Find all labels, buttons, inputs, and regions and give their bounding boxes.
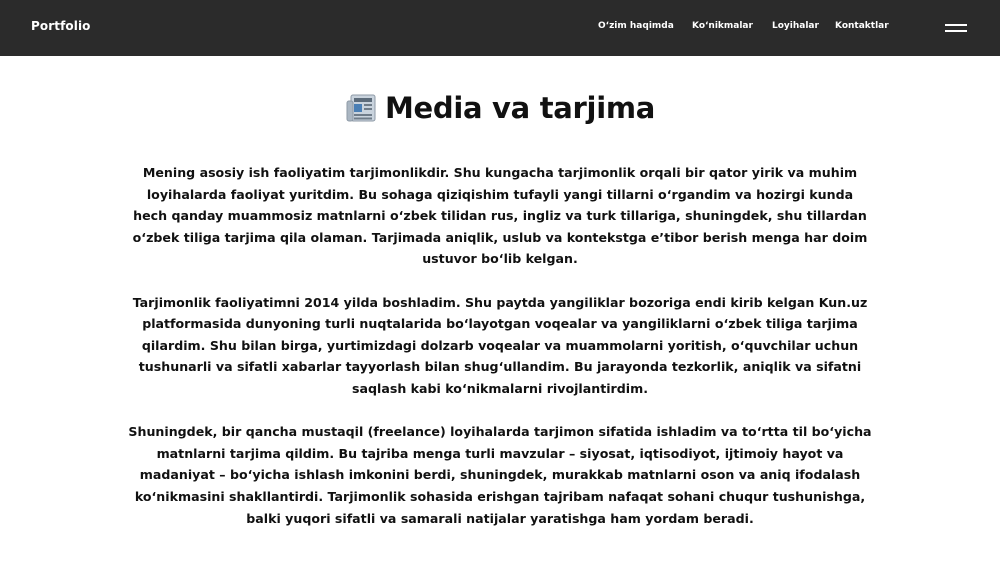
nav-link-contacts[interactable]: Kontaktlar — [835, 21, 889, 31]
main-content — [128, 162, 872, 551]
nav-links — [0, 21, 1000, 35]
paragraph-career-start: Tarjimonlik faoliyatimni 2014 yilda boshladim. Shu paytda yangiliklar bozoriga endi kirib kelgan Kun.uz platformasida dunyoning turli nuqtalarida bo‘layotgan voqealar va yangiliklarni o‘zbek tiliga tarjima qilardim. Shu bilan birga, yurtimizdagi dolzarb voqealar va muammolarni yoritish, o‘quvchilar uchun tushunarli va sifatli xabarlar tayyorlash bilan shug‘ullandim. Bu jarayonda tezkorlik, aniqlik va sifatni saqlash kabi ko‘nikmalarni rivojlantirdim. — [132, 294, 868, 396]
nav-link-projects[interactable]: Loyihalar — [772, 21, 819, 31]
nav-link-skills[interactable]: Ko‘nikmalar — [692, 21, 753, 31]
nav-link-about[interactable]: O‘zim haqimda — [598, 21, 674, 31]
hamburger-menu-icon[interactable] — [945, 23, 968, 33]
paragraph-freelance: Shuningdek, bir qancha mustaqil (freelance) loyihalarda tarjimon sifatida ishladim va to‘rtta til bo‘yicha matnlarni tarjima qildim. Bu tajriba menga turli mavzular – siyosat, iqtisodiyot, ijtimoiy hayot va madaniyat – bo‘yicha ishlash imkonini berdi, shuningdek, murakkab matnlarni oson va aniq ifodalash ko‘nikmasini shakllantirdi. Tarjimonlik sohasida erishgan tajribam nafaqat sohani chuqur tushunishga, balki yuqori sifatli va samarali natijalar yaratishga ham yordam beradi. — [128, 424, 872, 526]
page-title: Media va tarjima — [384, 91, 656, 125]
newspaper-icon — [345, 92, 377, 124]
navbar — [0, 0, 1000, 56]
brand-logo[interactable]: Portfolio — [31, 19, 91, 33]
page-heading — [0, 86, 1000, 130]
paragraph-intro: Mening asosiy ish faoliyatim tarjimonlikdir. Shu kungacha tarjimonlik orqali bir qator yirik va muhim loyihalarda faoliyat yuritdim. Bu sohaga qiziqishim tufayli yangi tillarni o‘rgandim va hozirgi kunda hech qanday muammosiz matnlarni o‘zbek tilidan rus, ingliz va turk tillariga, shuningdek, shu tillardan o‘zbek tiliga tarjima qila olaman. Tarjimada aniqlik, uslub va kontekstga e’tibor berish menga har doim ustuvor bo‘lib kelgan. — [132, 165, 868, 267]
